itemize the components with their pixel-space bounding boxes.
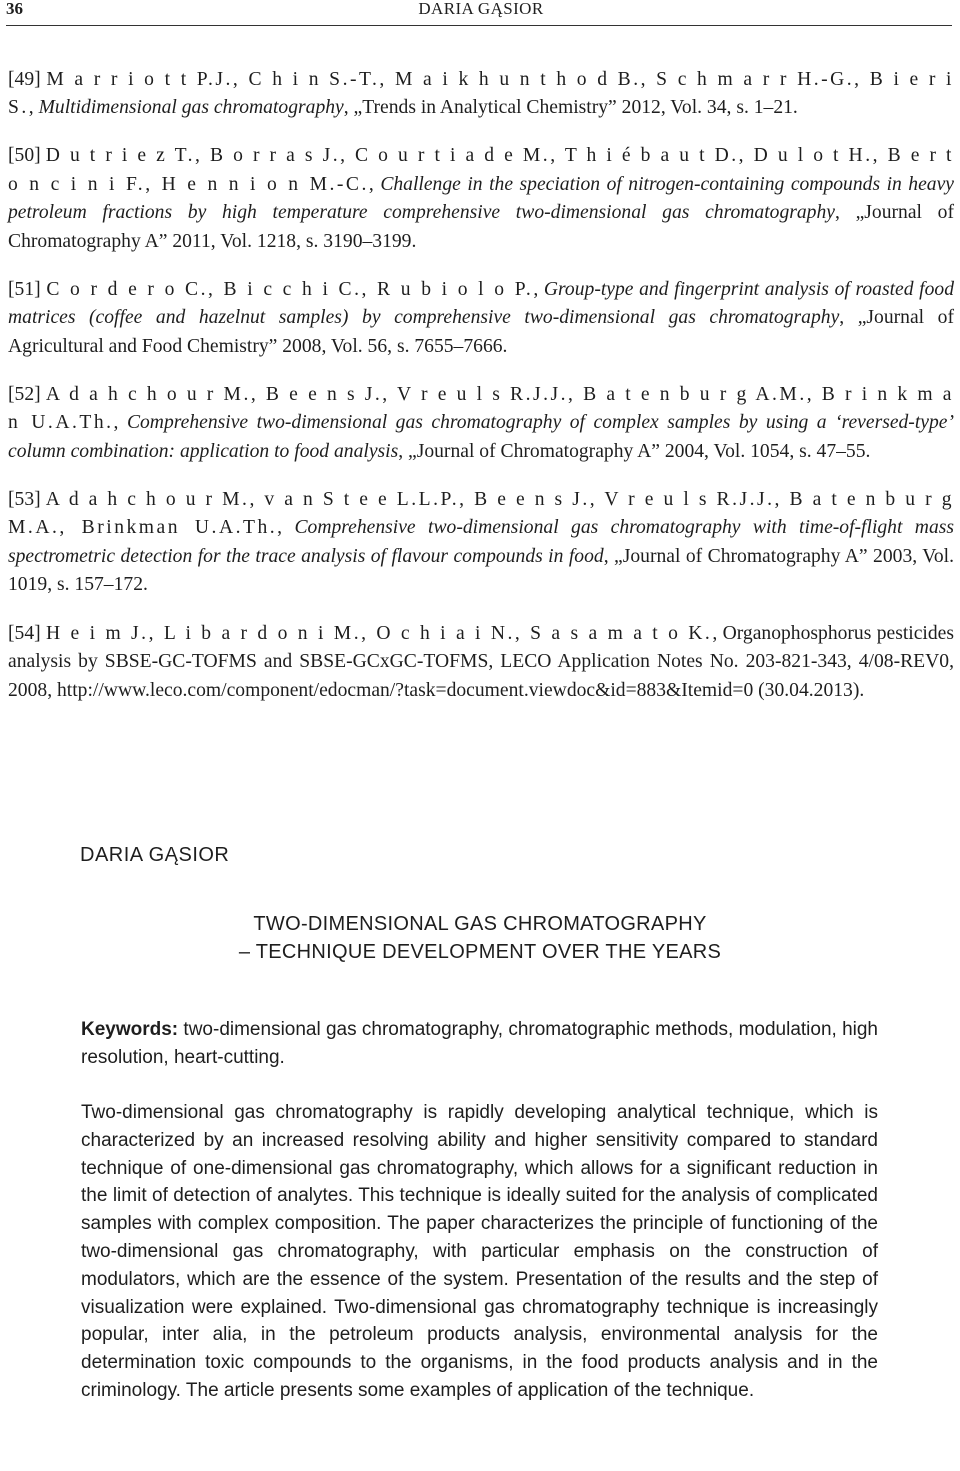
reference-list <box>8 46 954 717</box>
reference-source: „Journal of Chromatography A” 2011, Vol. 1218, s. 3190–3199. <box>8 202 954 252</box>
page-number: 36 <box>6 0 23 18</box>
abstract-author: DARIA GĄSIOR <box>80 844 230 866</box>
reference-number: [49] <box>8 68 41 90</box>
reference-title: Multidimensional gas chromatography <box>38 97 344 119</box>
reference-title: Comprehensive two-dimensional gas chromatography with time-of-flight mass spectrometric detection for the trace analysis of flavour compounds in food <box>8 517 955 567</box>
reference-52: [52] A d a h c h o u r M., B e e n s J., V r e u l s R.J.J., B a t e n b u r g A.M., B r i n k m a n U.A.Th., Comprehensive two-dimensional gas chromatography of complex samples by using a ‘reversed-type’ column combination: application to food analysis, „Journal of Chromatography A” 2004, Vol. 1054, s. 47–55. <box>8 383 954 462</box>
reference-51: [51] C o r d e r o C., B i c c h i C., R u b i o l o P., Group-type and fingerprint analysis of roasted food matrices (coffee and hazelnut samples) by comprehensive two-dimensional gas chromatography, „Journal of Agricultural and Food Chemistry” 2008, Vol. 56, s. 7655–7666. <box>8 278 954 357</box>
header-divider <box>6 25 952 26</box>
abstract-title-line-1: TWO-DIMENSIONAL GAS CHROMATOGRAPHY <box>253 913 707 935</box>
reference-source: „Journal of Chromatography A” 2003, Vol. 1019, s. 157–172. <box>8 545 954 596</box>
reference-authors: C o r d e r o C., B i c c h i C., R u b i o l o P. <box>46 278 534 300</box>
reference-49: [49] M a r r i o t t P.J., C h i n S.-T., M a i k h u n t h o d B., S c h m a r r H.-G., B i e r i S., Multidimensional gas chromatography, „Trends in Analytical Chemistry” 2012, Vol. 34, s. 1–21. <box>8 68 954 119</box>
reference-authors: H e i m J., L i b a r d o n i M., O c h i a i N., S a s a m a t o K. <box>46 622 713 644</box>
abstract-title <box>0 910 960 966</box>
reference-53: [53] A d a h c h o u r M., v a n S t e e L.L.P., B e e n s J., V r e u l s R.J.J., B a t e n b u r g M.A., Brinkman U.A.Th., Comprehensive two-dimensional gas chromatography with time-of-flight mass spectrometric detection for the trace analysis of flavour compounds in food, „Journal of Chromatography A” 2003, Vol. 1019, s. 157–172. <box>8 488 955 596</box>
reference-title: Challenge in the speciation of nitrogen-containing compounds in heavy petroleum fractions by high temperature comprehensive two-dimensional gas chromatography <box>8 173 954 224</box>
reference-number: [51] <box>8 278 41 300</box>
reference-number: [54] <box>8 622 41 644</box>
keywords-label: Keywords: <box>81 1019 179 1040</box>
abstract-body: Two-dimensional gas chromatography is rapidly developing analytical technique, which is characterized by an increased resolving ability and higher sensitivity compared to standard technique of one-dimensional gas chromatography, which allows for a significant reduction in the limit of detection of analytes. This technique is ideally suited for the analysis of complicated samples with complex composition. The paper characterizes the principle of functioning of the two-dimensional gas chromatography, with particular emphasis on the construction of modulators, which are the essence of the system. Presentation of the results and the step of visualization were explained. Two-dimensional gas chromatography technique is increasingly popular, inter alia, in the petroleum products analysis, environmental analysis for the determination toxic compounds to the organisms, in the food products analysis and in the criminology. The article presents some examples of application of the technique. <box>81 1102 878 1401</box>
reference-number: [52] <box>8 383 41 405</box>
reference-source: Organophosphorus pesticides analysis by SBSE-GC-TOFMS and SBSE-GCxGC-TOFMS, LECO Application Notes No. 203-821-343, 4/08-REV0, 2008, http://www.leco.com/component/edocman/?task=document.viewdoc&id=883&Itemid=0 (30.04.2013). <box>8 622 954 701</box>
abstract-keywords <box>81 1016 878 1072</box>
running-header <box>6 0 956 20</box>
reference-title: Group-type and fingerprint analysis of roasted food matrices (coffee and hazelnut samples) by comprehensive two-dimensional gas chromatography <box>8 278 954 329</box>
reference-source: „Journal of Chromatography A” 2004, Vol. 1054, s. 47–55. <box>408 440 871 462</box>
reference-number: [50] <box>8 145 41 167</box>
reference-authors: D u t r i e z T., B o r r a s J., C o u r t i a d e M., T h i é b a u t D., D u l o t H., B e r t o n c i n i F., H e n n i o n M.-C. <box>8 145 954 195</box>
reference-number: [53] <box>8 488 41 510</box>
reference-authors: M a r r i o t t P.J., C h i n S.-T., M a i k h u n t h o d B., S c h m a r r H.-G., B i e r i S. <box>8 68 954 119</box>
reference-source: „Journal of Agricultural and Food Chemistry” 2008, Vol. 56, s. 7655–7666. <box>8 307 954 357</box>
reference-54: [54] H e i m J., L i b a r d o n i M., O c h i a i N., S a s a m a t o K., Organophosphorus pesticides analysis by SBSE-GC-TOFMS and SBSE-GCxGC-TOFMS, LECO Application Notes No. 203-821-343, 4/08-REV0, 2008, http://www.leco.com/component/edocman/?task=document.viewdoc&id=883&Itemid=0 (30.04.2013). <box>8 622 954 701</box>
reference-50: [50] D u t r i e z T., B o r r a s J., C o u r t i a d e M., T h i é b a u t D., D u l o t H., B e r t o n c i n i F., H e n n i o n M.-C., Challenge in the speciation of nitrogen-containing compounds in heavy petroleum fractions by high temperature comprehensive two-dimensional gas chromatography, „Journal of Chromatography A” 2011, Vol. 1218, s. 3190–3199. <box>8 145 954 252</box>
reference-authors: A d a h c h o u r M., v a n S t e e L.L.P., B e e n s J., V r e u l s R.J.J., B a t e n b u r g M.A., Brinkman U.A.Th. <box>8 488 954 539</box>
reference-title: Comprehensive two-dimensional gas chromatography of complex samples by using a ‘reversed-type’ column combination: application to food analysis <box>8 412 954 462</box>
abstract-title-line-2: – TECHNIQUE DEVELOPMENT OVER THE YEARS <box>238 941 722 963</box>
reference-authors: A d a h c h o u r M., B e e n s J., V r e u l s R.J.J., B a t e n b u r g A.M., B r i n k m a n U.A.Th. <box>8 383 954 434</box>
reference-source: „Trends in Analytical Chemistry” 2012, Vol. 34, s. 1–21. <box>353 97 798 119</box>
keywords-text: two-dimensional gas chromatography, chromatographic methods, modulation, high resolution, heart-cutting. <box>81 1019 878 1068</box>
running-title: DARIA GĄSIOR <box>418 0 544 18</box>
